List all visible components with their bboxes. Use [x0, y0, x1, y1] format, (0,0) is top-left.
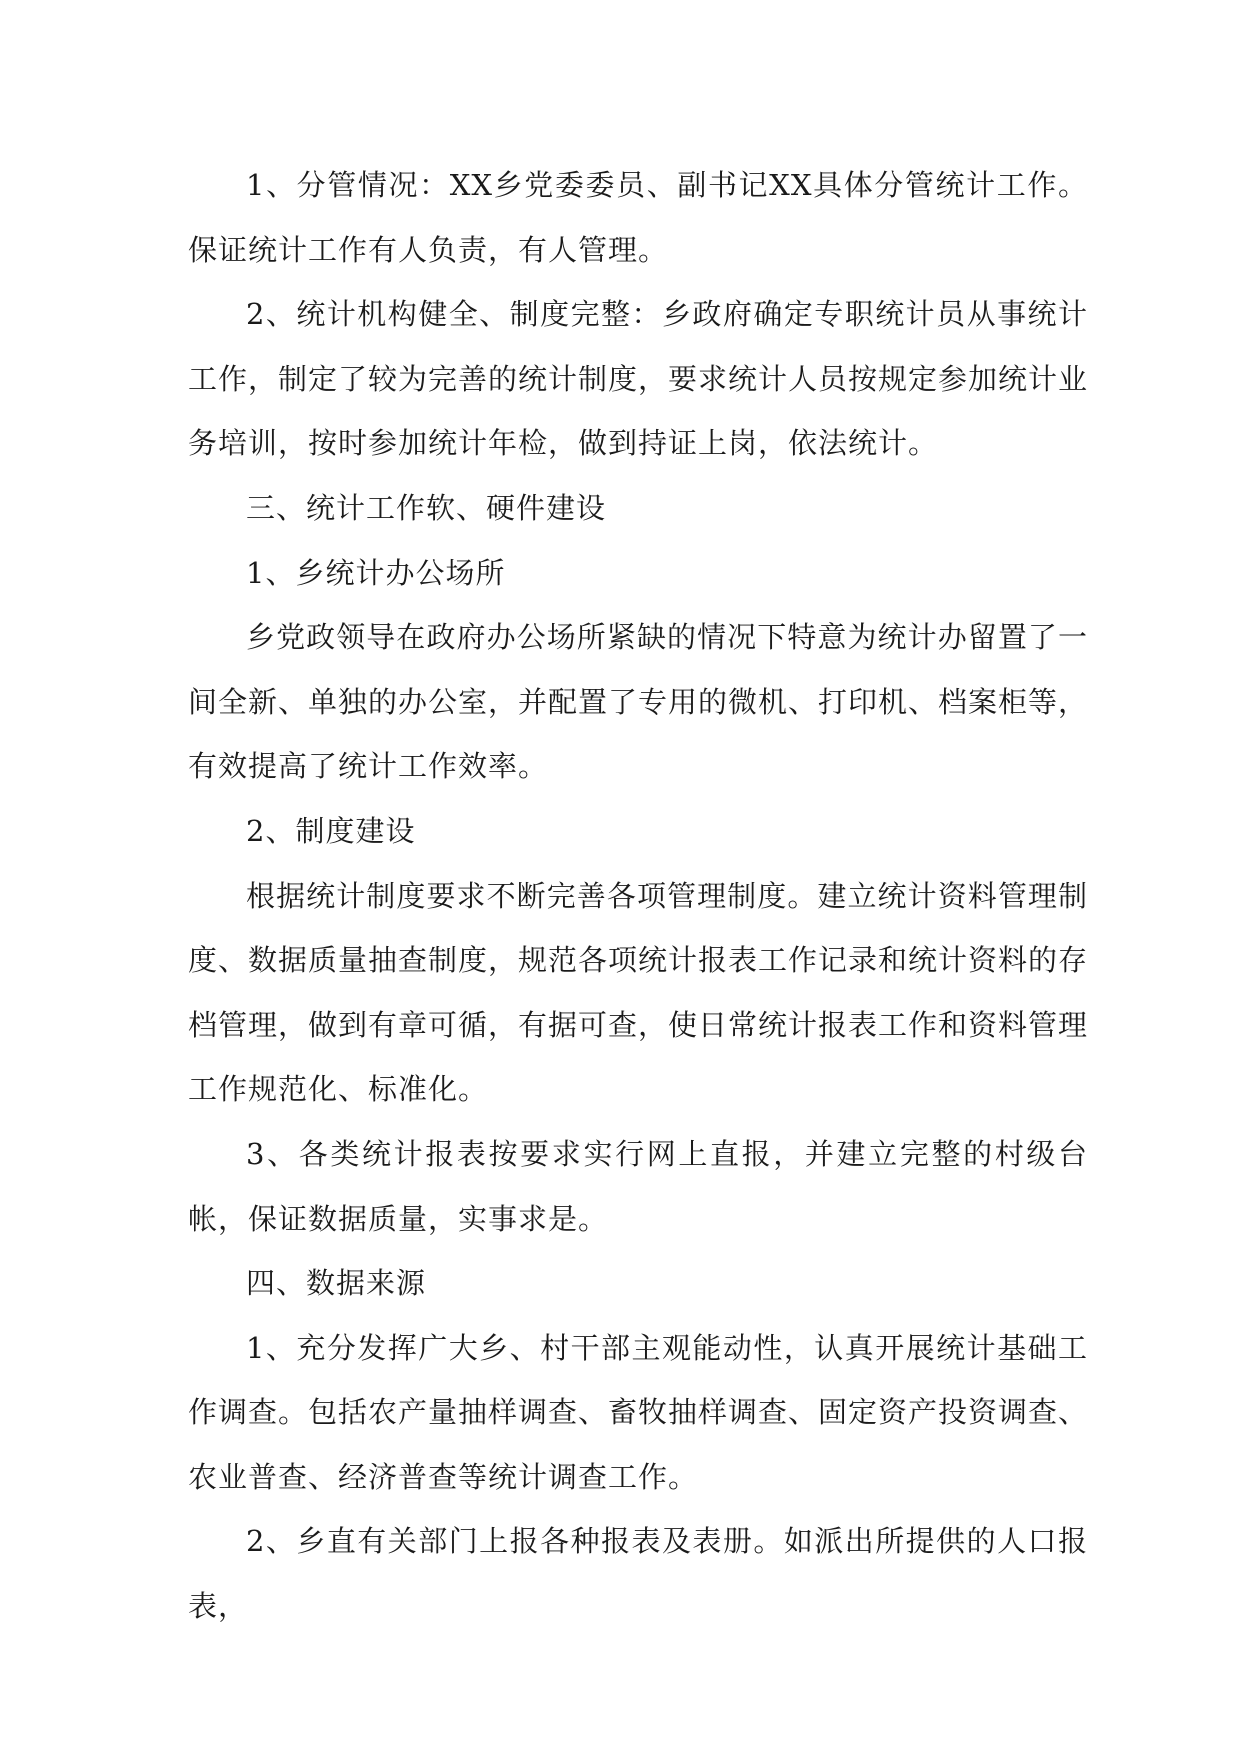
paragraph-oversight: 1、分管情况：XX乡党委委员、副书记XX具体分管统计工作。保证统计工作有人负责，有人管理。 [188, 168, 1088, 267]
paragraph-office: 乡党政领导在政府办公场所紧缺的情况下特意为统计办留置了一间全新、单独的办公室，并配置了专用的微机、打印机、档案柜等，有效提高了统计工作效率。 [188, 620, 1089, 784]
subheading-system: 2、制度建设 [246, 813, 416, 848]
document-body [188, 153, 1088, 1639]
paragraph-institution: 2、统计机构健全、制度完整：乡政府确定专职统计员从事统计工作，制定了较为完善的统计制度，要求统计人员按规定参加统计业务培训，按时参加统计年检，做到持证上岗，依法统计。 [188, 297, 1089, 461]
paragraph-reports: 3、各类统计报表按要求实行网上直报，并建立完整的村级台帐，保证数据质量，实事求是。 [188, 1136, 1088, 1236]
section-heading-construction: 三、统计工作软、硬件建设 [246, 490, 607, 525]
paragraph-system: 根据统计制度要求不断完善各项管理制度。建立统计资料管理制度、数据质量抽查制度，规范各项统计报表工作记录和统计资料的存档管理，做到有章可循，有据可查，使日常统计报表工作和资料管理工作规范化、标准化。 [188, 878, 1089, 1107]
paragraph-departments: 2、乡直有关部门上报各种报表及表册。如派出所提供的人口报表， [188, 1524, 1088, 1624]
paragraph-survey: 1、充分发挥广大乡、村干部主观能动性，认真开展统计基础工作调查。包括农产量抽样调查、畜牧抽样调查、固定资产投资调查、农业普查、经济普查等统计调查工作。 [188, 1330, 1089, 1494]
subheading-office: 1、乡统计办公场所 [246, 555, 506, 590]
section-heading-data-source: 四、数据来源 [246, 1266, 427, 1301]
